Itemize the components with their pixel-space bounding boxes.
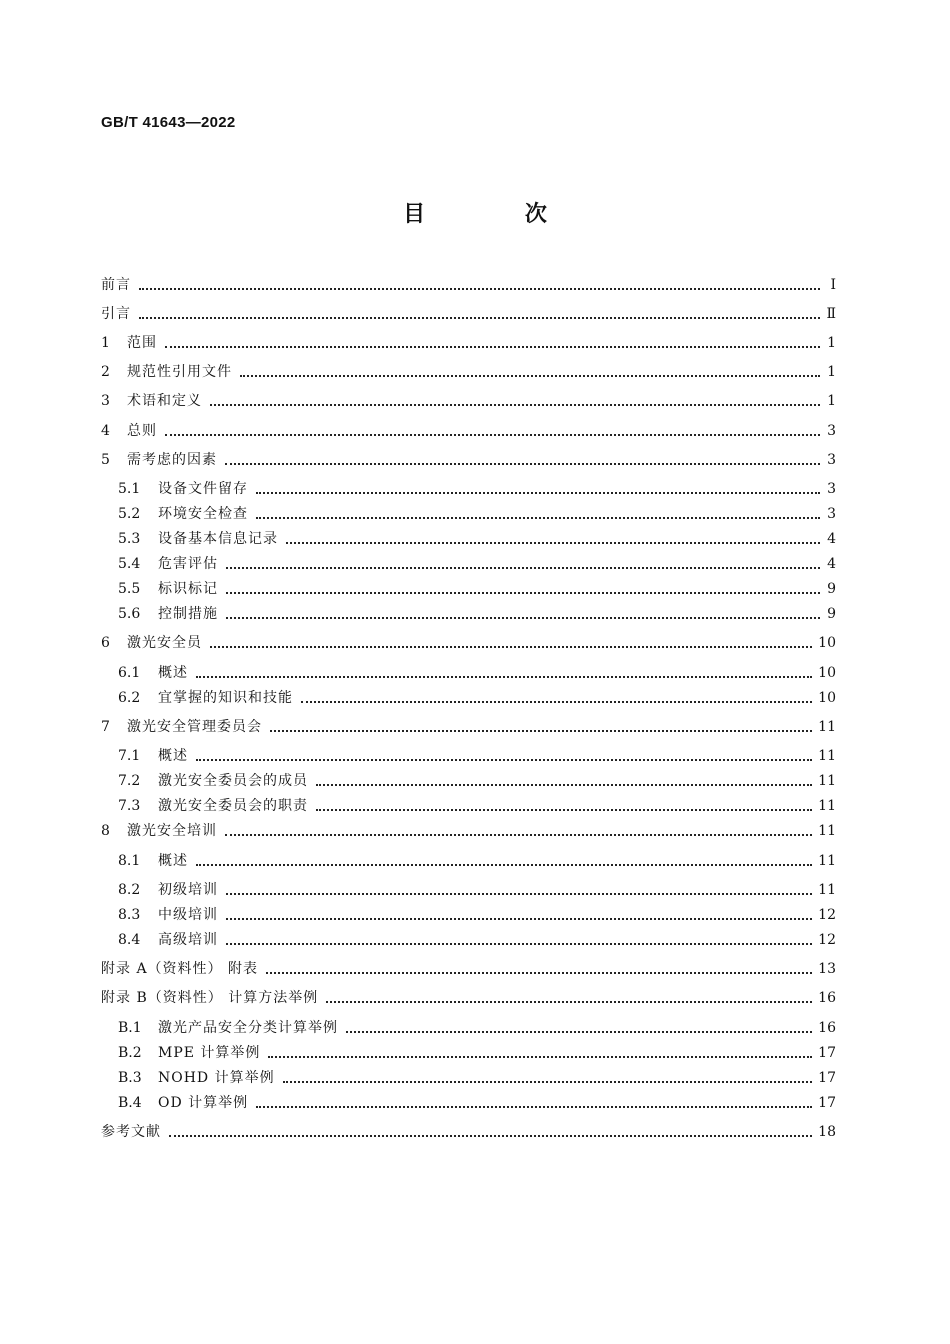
toc-entry-5-4[interactable] [118, 554, 836, 574]
toc-entry-label: 附录 B（资料性） 计算方法举例 [101, 990, 319, 1006]
toc-entry-label: 激光安全委员会的成员 [158, 773, 308, 789]
toc-entry-foreword[interactable] [101, 275, 836, 295]
dot-leader [266, 971, 812, 974]
toc-entry-label: 中级培训 [158, 907, 218, 923]
toc-entry-page: 11 [818, 748, 836, 764]
toc-entry-label: 激光安全管理委员会 [127, 719, 262, 735]
toc-entry-label: 需考虑的因素 [127, 452, 217, 468]
toc-entry-label: 术语和定义 [127, 393, 202, 409]
dot-leader [210, 403, 820, 406]
toc-entry-label: 概述 [158, 748, 188, 764]
dot-leader [301, 700, 812, 703]
dot-leader [196, 863, 812, 866]
toc-entry-page: 10 [818, 690, 836, 706]
toc-entry-page: 17 [818, 1045, 836, 1061]
toc-entry-number: 7.3 [118, 798, 141, 814]
dot-leader [139, 316, 820, 319]
toc-entry-5-3[interactable] [118, 529, 836, 549]
toc-entry-5[interactable] [101, 450, 836, 470]
toc-entry-label: 激光安全培训 [127, 823, 217, 839]
toc-entry-page: 11 [818, 773, 836, 789]
toc-entry-1[interactable] [101, 333, 836, 353]
toc-entry-page: 11 [818, 719, 836, 735]
toc-entry-page: 16 [818, 1020, 836, 1036]
toc-entry-label: 设备文件留存 [158, 481, 248, 497]
dot-leader [165, 345, 820, 348]
toc-entry-2[interactable] [101, 362, 836, 382]
toc-entry-label: 参考文献 [101, 1124, 161, 1140]
toc-entry-number: 5.2 [118, 506, 141, 522]
toc-entry-number: 3 [101, 393, 110, 409]
dot-leader [346, 1030, 812, 1033]
toc-entry-page: 18 [818, 1124, 836, 1140]
toc-entry-number: 1 [101, 335, 110, 351]
toc-entry-label: 规范性引用文件 [127, 364, 232, 380]
toc-entry-page: 11 [818, 798, 836, 814]
toc-entry-number: 5 [101, 452, 110, 468]
toc-entry-label: 前言 [101, 277, 131, 293]
dot-leader [225, 833, 812, 836]
toc-entry-page: 3 [827, 452, 836, 468]
toc-entry-page: 4 [827, 531, 836, 547]
dot-leader [268, 1055, 812, 1058]
toc-entry-label: 设备基本信息记录 [158, 531, 278, 547]
toc-entry-page: 13 [818, 961, 836, 977]
toc-entry-label: 高级培训 [158, 932, 218, 948]
toc-entry-label: OD 计算举例 [158, 1095, 249, 1111]
toc-entry-label: MPE 计算举例 [158, 1045, 261, 1061]
toc-entry-3[interactable] [101, 391, 836, 411]
toc-entry-8-4[interactable] [118, 930, 836, 950]
toc-entry-page: 4 [827, 556, 836, 572]
toc-entry-page: Ⅱ [826, 306, 836, 322]
toc-entry-page: 11 [818, 823, 836, 839]
dot-leader [316, 808, 812, 811]
dot-leader [226, 942, 812, 945]
toc-entry-annex-a[interactable] [101, 959, 836, 979]
toc-entry-page: 11 [818, 882, 836, 898]
toc-entry-bibliography[interactable] [101, 1122, 836, 1142]
toc-entry-page: 1 [827, 364, 836, 380]
toc-entry-page: 16 [818, 990, 836, 1006]
toc-entry-6-2[interactable] [118, 688, 836, 708]
toc-entry-label: 环境安全检查 [158, 506, 248, 522]
table-of-contents [101, 0, 836, 1344]
toc-entry-label: 标识标记 [158, 581, 218, 597]
dot-leader [326, 1000, 812, 1003]
toc-entry-page: 12 [818, 932, 836, 948]
toc-entry-b-3[interactable] [118, 1068, 836, 1088]
dot-leader [169, 1134, 812, 1137]
toc-entry-7-2[interactable] [118, 771, 836, 791]
toc-entry-label: 控制措施 [158, 606, 218, 622]
dot-leader [256, 516, 820, 519]
dot-leader [283, 1080, 813, 1083]
toc-entry-7-3[interactable] [118, 796, 836, 816]
dot-leader [316, 783, 812, 786]
dot-leader [196, 758, 812, 761]
toc-entry-label: 附录 A（资料性） 附表 [101, 961, 259, 977]
toc-entry-page: 10 [818, 665, 836, 681]
dot-leader [256, 491, 820, 494]
toc-entry-page: 17 [818, 1095, 836, 1111]
toc-entry-page: 3 [827, 481, 836, 497]
toc-entry-page: 3 [827, 506, 836, 522]
toc-entry-number: 5.5 [118, 581, 141, 597]
dot-leader [225, 462, 820, 465]
toc-entry-number: 8.3 [118, 907, 141, 923]
dot-leader [286, 541, 820, 544]
toc-entry-page: 11 [818, 853, 836, 869]
toc-entry-number: 8.2 [118, 882, 141, 898]
toc-entry-5-6[interactable] [118, 604, 836, 624]
toc-entry-number: 6 [101, 635, 110, 651]
toc-entry-page: 9 [827, 606, 836, 622]
toc-entry-page: 12 [818, 907, 836, 923]
toc-entry-number: 8 [101, 823, 110, 839]
toc-entry-label: 危害评估 [158, 556, 218, 572]
dot-leader [240, 374, 820, 377]
toc-entry-number: 5.4 [118, 556, 141, 572]
toc-entry-8-1[interactable] [118, 851, 836, 871]
dot-leader [196, 675, 812, 678]
toc-entry-number: 5.3 [118, 531, 141, 547]
toc-entry-page: 10 [818, 635, 836, 651]
toc-entry-number: B.3 [118, 1070, 142, 1086]
toc-entry-number: 8.4 [118, 932, 141, 948]
toc-entry-label: 宜掌握的知识和技能 [158, 690, 293, 706]
toc-entry-number: 7.1 [118, 748, 141, 764]
toc-entry-page: 1 [827, 335, 836, 351]
toc-entry-5-5[interactable] [118, 579, 836, 599]
toc-entry-label: 引言 [101, 306, 131, 322]
toc-entry-label: NOHD 计算举例 [158, 1070, 275, 1086]
dot-leader [210, 645, 812, 648]
toc-entry-b-2[interactable] [118, 1043, 836, 1063]
dot-leader [256, 1105, 812, 1108]
toc-entry-7[interactable] [101, 717, 836, 737]
toc-entry-number: 6.1 [118, 665, 141, 681]
toc-entry-4[interactable] [101, 421, 836, 441]
toc-entry-b-1[interactable] [118, 1018, 836, 1038]
toc-entry-8[interactable] [101, 821, 836, 841]
toc-entry-annex-b[interactable] [101, 988, 836, 1008]
dot-leader [226, 917, 812, 920]
page-title: 目 次 [403, 202, 593, 227]
toc-entry-page: 3 [827, 423, 836, 439]
dot-leader [139, 287, 820, 290]
toc-entry-page: 9 [827, 581, 836, 597]
toc-entry-label: 概述 [158, 665, 188, 681]
dot-leader [165, 433, 820, 436]
toc-entry-number: 4 [101, 423, 110, 439]
toc-entry-8-2[interactable] [118, 880, 836, 900]
toc-entry-number: B.2 [118, 1045, 142, 1061]
toc-entry-label: 概述 [158, 853, 188, 869]
toc-entry-number: 8.1 [118, 853, 141, 869]
toc-entry-number: 6.2 [118, 690, 141, 706]
toc-entry-7-1[interactable] [118, 746, 836, 766]
toc-entry-page: 1 [827, 393, 836, 409]
dot-leader [270, 729, 812, 732]
standard-code: GB/T 41643—2022 [101, 114, 236, 131]
toc-entry-number: B.1 [118, 1020, 142, 1036]
dot-leader [226, 591, 820, 594]
toc-entry-b-4[interactable] [118, 1093, 836, 1113]
toc-entry-number: 7 [101, 719, 110, 735]
toc-entry-5-1[interactable] [118, 479, 836, 499]
toc-entry-label: 范围 [127, 335, 157, 351]
toc-entry-number: 2 [101, 364, 110, 380]
toc-entry-label: 总则 [127, 423, 157, 439]
toc-entry-8-3[interactable] [118, 905, 836, 925]
toc-entry-page: Ⅰ [830, 277, 836, 293]
dot-leader [226, 566, 820, 569]
toc-entry-introduction[interactable] [101, 304, 836, 324]
toc-entry-label: 初级培训 [158, 882, 218, 898]
toc-entry-number: 5.1 [118, 481, 141, 497]
toc-entry-6[interactable] [101, 633, 836, 653]
toc-entry-label: 激光安全委员会的职责 [158, 798, 308, 814]
toc-entry-label: 激光产品安全分类计算举例 [158, 1020, 338, 1036]
toc-entry-6-1[interactable] [118, 663, 836, 683]
toc-entry-label: 激光安全员 [127, 635, 202, 651]
toc-entry-number: 7.2 [118, 773, 141, 789]
dot-leader [226, 892, 812, 895]
toc-entry-number: B.4 [118, 1095, 142, 1111]
toc-entry-page: 17 [818, 1070, 836, 1086]
toc-entry-5-2[interactable] [118, 504, 836, 524]
toc-entry-number: 5.6 [118, 606, 141, 622]
dot-leader [226, 616, 820, 619]
